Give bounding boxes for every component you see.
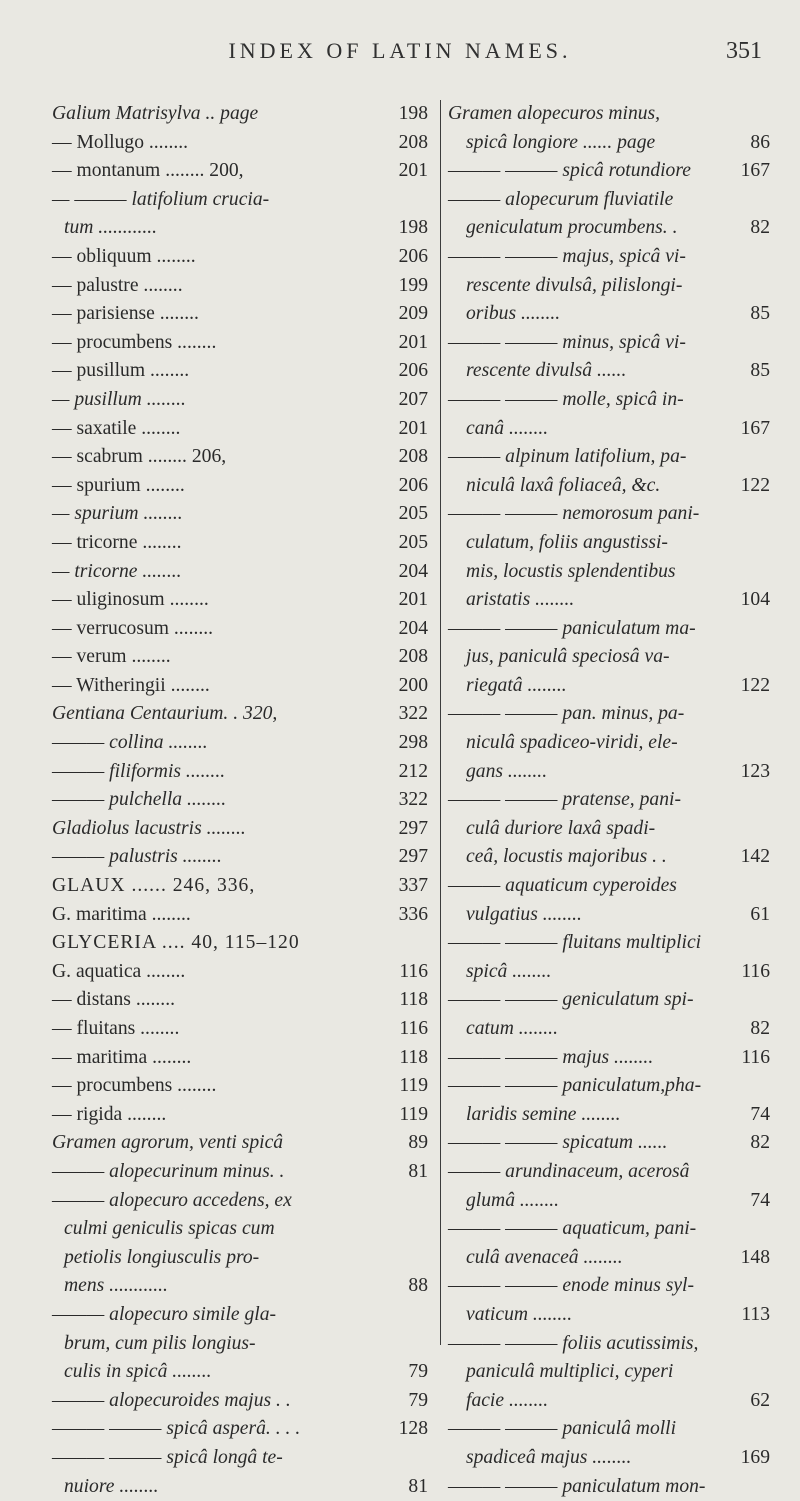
entry-text: ——— ——— nemorosum pani-: [448, 500, 699, 529]
entry-text: ——— ——— paniculâ molli: [448, 1415, 676, 1444]
entry-text: spadiceâ majus ........: [466, 1444, 631, 1473]
entry-text: petiolis longiusculis pro-: [64, 1244, 259, 1273]
entry-text: — montanum ........ 200,: [52, 157, 244, 186]
entry-page: 337: [399, 872, 428, 901]
page-header: [0, 38, 800, 78]
entry-page: 88: [408, 1272, 428, 1301]
entry-text: niculâ laxâ foliaceâ, &c.: [466, 472, 660, 501]
index-entry: [52, 1244, 428, 1273]
entry-text: — maritima ........: [52, 1044, 191, 1073]
entry-page: 81: [408, 1473, 428, 1501]
entry-page: 297: [399, 843, 428, 872]
index-entry: [52, 100, 428, 129]
index-entry: [52, 1272, 428, 1301]
index-entry: [52, 500, 428, 529]
entry-page: 198: [399, 100, 428, 129]
entry-text: tum ............: [64, 214, 157, 243]
index-entry: [448, 1473, 770, 1501]
index-entry: [52, 1129, 428, 1158]
entry-text: — uliginosum ........: [52, 586, 209, 615]
entry-page: 118: [399, 986, 428, 1015]
index-entry: [448, 357, 770, 386]
entry-text: facie ........: [466, 1387, 548, 1416]
entry-text: ——— ——— geniculatum spi-: [448, 986, 693, 1015]
entry-text: ——— ——— paniculatum ma-: [448, 615, 696, 644]
entry-text: — tricorne ........: [52, 558, 182, 587]
entry-page: 207: [399, 386, 428, 415]
entry-page: 201: [399, 157, 428, 186]
index-entry: [52, 415, 428, 444]
entry-text: ——— alopecurum fluviatile: [448, 186, 673, 215]
entry-page: 167: [741, 415, 770, 444]
entry-text: rescente divulsâ, pilislongi-: [466, 272, 682, 301]
index-entry: [52, 329, 428, 358]
entry-text: culâ duriore laxâ spadi-: [466, 815, 655, 844]
index-entry: [52, 529, 428, 558]
index-entry: [52, 357, 428, 386]
entry-text: GLAUX ...... 246, 336,: [52, 872, 255, 901]
entry-text: — pusillum ........: [52, 357, 189, 386]
entry-text: — fluitans ........: [52, 1015, 179, 1044]
entry-text: ——— alopecuro accedens, ex: [52, 1187, 292, 1216]
index-entry: [52, 1044, 428, 1073]
entry-page: 79: [408, 1387, 428, 1416]
entry-text: ——— ——— molle, spicâ in-: [448, 386, 684, 415]
index-entry: [52, 643, 428, 672]
index-entry: [448, 100, 770, 129]
index-entry: [52, 386, 428, 415]
entry-text: — procumbens ........: [52, 329, 216, 358]
entry-text: ——— ——— spicatum ......: [448, 1129, 667, 1158]
entry-text: ——— ——— paniculatum mon-: [448, 1473, 705, 1501]
index-entry: [448, 300, 770, 329]
index-entry: [52, 1330, 428, 1359]
index-entry: [448, 1072, 770, 1101]
entry-text: gans ........: [466, 758, 547, 787]
entry-text: ——— ——— pratense, pani-: [448, 786, 681, 815]
index-entry: [448, 500, 770, 529]
entry-text: GLYCERIA .... 40, 115–120: [52, 929, 300, 958]
index-entry: [448, 386, 770, 415]
entry-page: 89: [408, 1129, 428, 1158]
entry-text: catum ........: [466, 1015, 558, 1044]
index-entry: [52, 986, 428, 1015]
page-title: INDEX OF LATIN NAMES.: [0, 38, 800, 64]
entry-text: ——— ——— minus, spicâ vi-: [448, 329, 686, 358]
entry-page: 142: [741, 843, 770, 872]
entry-text: — parisiense ........: [52, 300, 199, 329]
index-entry: [448, 272, 770, 301]
entry-text: — saxatile ........: [52, 415, 180, 444]
index-entry: [448, 586, 770, 615]
entry-text: Gladiolus lacustris ........: [52, 815, 246, 844]
index-entry: [448, 558, 770, 587]
index-entry: [448, 1215, 770, 1244]
index-entry: [52, 272, 428, 301]
index-entry: [448, 700, 770, 729]
index-entry: [448, 1158, 770, 1187]
entry-text: ——— ——— fluitans multiplici: [448, 929, 701, 958]
entry-page: 206: [399, 472, 428, 501]
page-number: 351: [726, 38, 762, 65]
entry-text: G. maritima ........: [52, 901, 191, 930]
entry-text: ceâ, locustis majoribus . .: [466, 843, 667, 872]
index-entry: [52, 1101, 428, 1130]
index-entry: [52, 443, 428, 472]
entry-page: 122: [741, 472, 770, 501]
index-entry: [448, 958, 770, 987]
index-entry: [52, 129, 428, 158]
entry-page: 113: [741, 1301, 770, 1330]
entry-text: — obliquum ........: [52, 243, 196, 272]
entry-page: 201: [399, 415, 428, 444]
entry-text: — distans ........: [52, 986, 175, 1015]
entry-text: ——— ——— spicâ rotundiore: [448, 157, 691, 186]
entry-text: — spurium ........: [52, 472, 185, 501]
entry-text: — procumbens ........: [52, 1072, 216, 1101]
entry-text: — ——— latifolium crucia-: [52, 186, 269, 215]
entry-text: rescente divulsâ ......: [466, 357, 626, 386]
entry-page: 198: [399, 214, 428, 243]
entry-page: 204: [399, 615, 428, 644]
index-entry: [52, 815, 428, 844]
index-entry: [448, 529, 770, 558]
index-entry: [448, 1044, 770, 1073]
entry-page: 119: [399, 1101, 428, 1130]
index-entry: [448, 1244, 770, 1273]
entry-text: ——— filiformis ........: [52, 758, 225, 787]
entry-text: — Witheringii ........: [52, 672, 210, 701]
entry-page: 61: [750, 901, 770, 930]
entry-text: — tricorne ........: [52, 529, 182, 558]
index-entry: [448, 1015, 770, 1044]
entry-page: 201: [399, 586, 428, 615]
entry-text: ——— arundinaceum, acerosâ: [448, 1158, 689, 1187]
index-entry: [448, 929, 770, 958]
entry-text: mis, locustis splendentibus: [466, 558, 676, 587]
entry-text: jus, paniculâ speciosâ va-: [466, 643, 670, 672]
index-entry: [448, 443, 770, 472]
index-entry: [52, 1415, 428, 1444]
entry-text: culâ avenaceâ ........: [466, 1244, 623, 1273]
index-entry: [448, 1301, 770, 1330]
entry-text: mens ............: [64, 1272, 168, 1301]
entry-text: aristatis ........: [466, 586, 574, 615]
entry-text: Galium Matrisylva .. page: [52, 100, 258, 129]
index-entry: [52, 929, 428, 958]
index-entry: [448, 472, 770, 501]
index-entry: [52, 672, 428, 701]
entry-text: ——— ——— majus ........: [448, 1044, 653, 1073]
entry-page: 206: [399, 357, 428, 386]
index-entry: [448, 415, 770, 444]
entry-page: 82: [750, 1015, 770, 1044]
entry-page: 322: [399, 786, 428, 815]
entry-page: 298: [399, 729, 428, 758]
entry-text: ——— palustris ........: [52, 843, 222, 872]
index-entry: [52, 157, 428, 186]
entry-page: 85: [750, 357, 770, 386]
entry-text: ——— alopecurinum minus. .: [52, 1158, 284, 1187]
entry-page: 205: [399, 529, 428, 558]
entry-text: — pusillum ........: [52, 386, 186, 415]
entry-text: vulgatius ........: [466, 901, 582, 930]
entry-text: G. aquatica ........: [52, 958, 185, 987]
entry-text: — verrucosum ........: [52, 615, 213, 644]
entry-text: canâ ........: [466, 415, 548, 444]
entry-page: 62: [750, 1387, 770, 1416]
index-entry: [52, 843, 428, 872]
entry-text: ——— pulchella ........: [52, 786, 226, 815]
entry-text: riegatâ ........: [466, 672, 567, 701]
entry-text: culis in spicâ ........: [64, 1358, 212, 1387]
index-entry: [52, 1158, 428, 1187]
index-entry: [448, 1444, 770, 1473]
index-entry: [448, 1387, 770, 1416]
entry-text: — scabrum ........ 206,: [52, 443, 226, 472]
left-column: [52, 100, 428, 1501]
entry-page: 201: [399, 329, 428, 358]
index-entry: [52, 586, 428, 615]
entry-page: 169: [741, 1444, 770, 1473]
entry-text: laridis semine ........: [466, 1101, 621, 1130]
entry-page: 200: [399, 672, 428, 701]
index-entry: [448, 214, 770, 243]
index-entry: [52, 214, 428, 243]
entry-text: — spurium ........: [52, 500, 183, 529]
entry-page: 74: [750, 1187, 770, 1216]
entry-page: 118: [399, 1044, 428, 1073]
index-entry: [448, 129, 770, 158]
entry-text: oribus ........: [466, 300, 560, 329]
index-entry: [52, 1473, 428, 1501]
index-entry: [52, 243, 428, 272]
entry-page: 297: [399, 815, 428, 844]
index-entry: [448, 786, 770, 815]
index-entry: [448, 758, 770, 787]
entry-page: 208: [399, 443, 428, 472]
entry-page: 104: [741, 586, 770, 615]
index-entry: [448, 329, 770, 358]
entry-page: 116: [741, 1044, 770, 1073]
index-entry: [448, 157, 770, 186]
entry-page: 128: [399, 1415, 428, 1444]
entry-page: 82: [750, 1129, 770, 1158]
entry-page: 116: [741, 958, 770, 987]
index-entry: [448, 1272, 770, 1301]
entry-text: — palustre ........: [52, 272, 183, 301]
entry-text: Gramen alopecuros minus,: [448, 100, 660, 129]
entry-text: ——— ——— spicâ longâ te-: [52, 1444, 283, 1473]
entry-text: ——— ——— enode minus syl-: [448, 1272, 694, 1301]
index-entry: [52, 1215, 428, 1244]
entry-page: 208: [399, 129, 428, 158]
entry-text: Gentiana Centaurium. . 320,: [52, 700, 277, 729]
entry-page: 167: [741, 157, 770, 186]
entry-page: 116: [399, 1015, 428, 1044]
entry-page: 116: [399, 958, 428, 987]
index-entry: [448, 986, 770, 1015]
index-entry: [448, 901, 770, 930]
entry-page: 148: [741, 1244, 770, 1273]
entry-page: 79: [408, 1358, 428, 1387]
index-entry: [52, 1301, 428, 1330]
index-entry: [52, 615, 428, 644]
entry-text: vaticum ........: [466, 1301, 572, 1330]
entry-page: 322: [399, 700, 428, 729]
entry-page: 119: [399, 1072, 428, 1101]
entry-page: 209: [399, 300, 428, 329]
entry-page: 204: [399, 558, 428, 587]
entry-text: ——— ——— majus, spicâ vi-: [448, 243, 686, 272]
entry-text: ——— alopecuro simile gla-: [52, 1301, 276, 1330]
index-entry: [52, 901, 428, 930]
index-entry: [448, 186, 770, 215]
entry-text: spicâ ........: [466, 958, 551, 987]
entry-text: ——— alpinum latifolium, pa-: [448, 443, 686, 472]
entry-text: Gramen agrorum, venti spicâ: [52, 1129, 283, 1158]
index-entry: [52, 958, 428, 987]
entry-page: 123: [741, 758, 770, 787]
column-divider: [440, 100, 441, 1345]
entry-page: 208: [399, 643, 428, 672]
entry-text: niculâ spadiceo-viridi, ele-: [466, 729, 678, 758]
index-entry: [52, 558, 428, 587]
index-entry: [52, 186, 428, 215]
entry-text: ——— aquaticum cyperoides: [448, 872, 677, 901]
entry-page: 206: [399, 243, 428, 272]
index-entry: [448, 243, 770, 272]
index-entry: [448, 643, 770, 672]
index-entry: [52, 1444, 428, 1473]
index-entry: [52, 472, 428, 501]
entry-text: ——— ——— pan. minus, pa-: [448, 700, 684, 729]
entry-text: — rigida ........: [52, 1101, 166, 1130]
entry-text: ——— ——— spicâ asperâ. . . .: [52, 1415, 300, 1444]
index-entry: [52, 300, 428, 329]
index-entry: [52, 1072, 428, 1101]
entry-page: 205: [399, 500, 428, 529]
index-entry: [52, 729, 428, 758]
entry-page: 122: [741, 672, 770, 701]
index-entry: [448, 615, 770, 644]
index-entry: [448, 1330, 770, 1359]
entry-text: ——— ——— aquaticum, pani-: [448, 1215, 696, 1244]
entry-page: 336: [399, 901, 428, 930]
entry-text: ——— alopecuroides majus . .: [52, 1387, 291, 1416]
entry-page: 74: [750, 1101, 770, 1130]
entry-text: nuiore ........: [64, 1473, 159, 1501]
index-entry: [52, 700, 428, 729]
index-entry: [448, 672, 770, 701]
index-entry: [52, 1358, 428, 1387]
index-entry: [448, 1358, 770, 1387]
index-entry: [448, 815, 770, 844]
entry-text: ——— ——— foliis acutissimis,: [448, 1330, 698, 1359]
entry-page: 85: [750, 300, 770, 329]
right-column: [448, 100, 770, 1501]
entry-text: paniculâ multiplici, cyperi: [466, 1358, 673, 1387]
entry-text: glumâ ........: [466, 1187, 559, 1216]
index-entry: [448, 1187, 770, 1216]
index-entry: [448, 729, 770, 758]
entry-text: ——— ——— paniculatum,pha-: [448, 1072, 701, 1101]
entry-text: culatum, foliis angustissi-: [466, 529, 668, 558]
entry-text: culmi geniculis spicas cum: [64, 1215, 275, 1244]
index-entry: [52, 1187, 428, 1216]
index-entry: [448, 1101, 770, 1130]
index-entry: [448, 872, 770, 901]
index-entry: [52, 1387, 428, 1416]
entry-page: 86: [750, 129, 770, 158]
entry-text: — verum ........: [52, 643, 171, 672]
index-entry: [52, 872, 428, 901]
index-entry: [52, 786, 428, 815]
entry-text: spicâ longiore ...... page: [466, 129, 655, 158]
index-entry: [52, 758, 428, 787]
entry-text: geniculatum procumbens. .: [466, 214, 678, 243]
index-entry: [448, 1415, 770, 1444]
entry-page: 199: [399, 272, 428, 301]
index-entry: [52, 1015, 428, 1044]
index-entry: [448, 1129, 770, 1158]
entry-text: — Mollugo ........: [52, 129, 188, 158]
index-entry: [448, 843, 770, 872]
entry-text: ——— collina ........: [52, 729, 208, 758]
entry-page: 82: [750, 214, 770, 243]
entry-page: 81: [408, 1158, 428, 1187]
entry-page: 212: [399, 758, 428, 787]
entry-text: brum, cum pilis longius-: [64, 1330, 256, 1359]
